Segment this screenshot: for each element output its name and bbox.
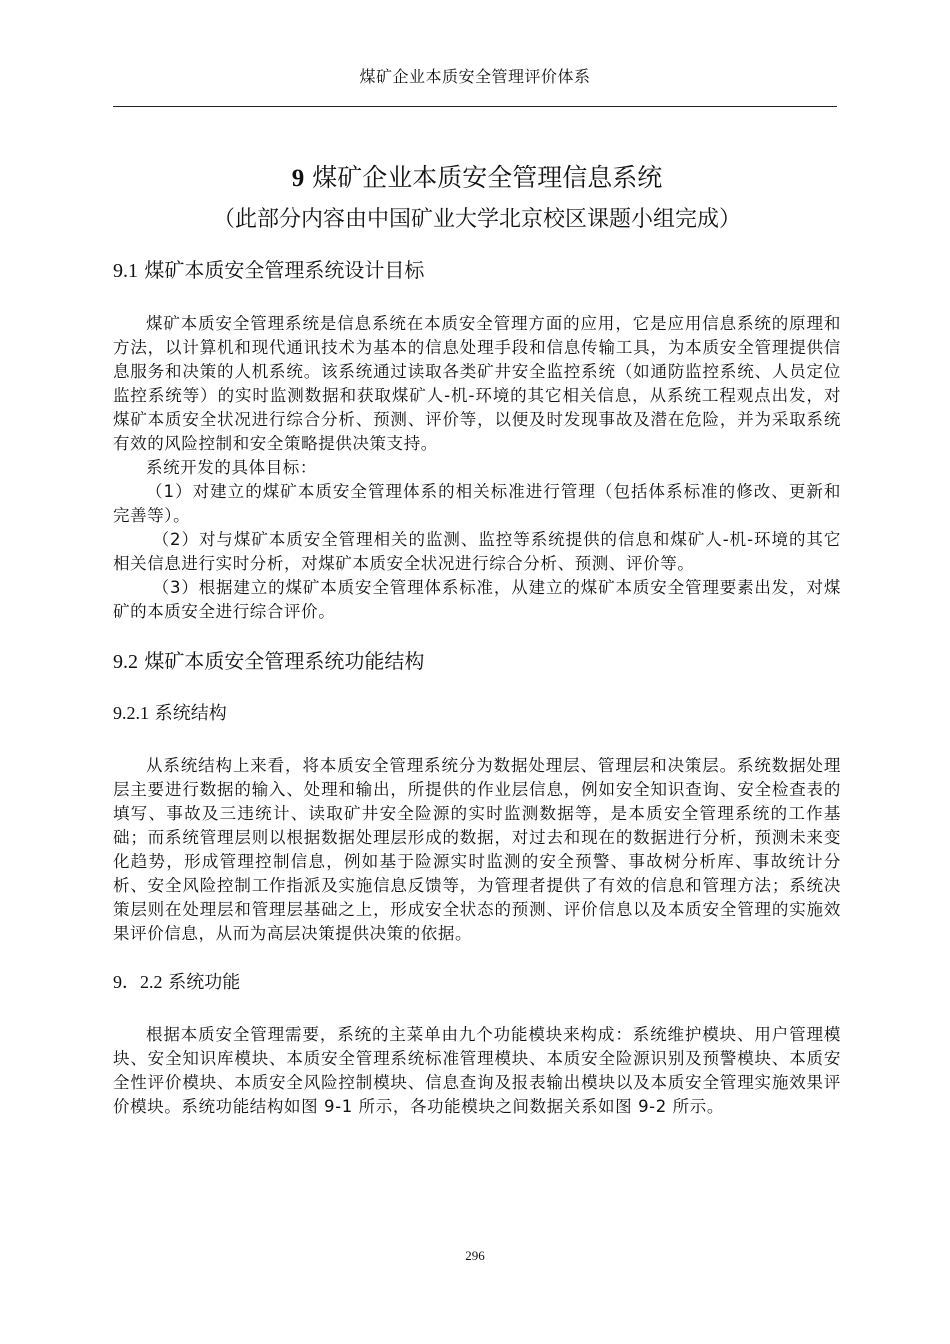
section-number: 9．2.2 (113, 972, 163, 992)
section-heading-9-1 (113, 255, 841, 286)
list-item: （2）对与煤矿本质安全管理相关的监测、监控等系统提供的信息和煤矿人-机-环境的其它相关信息进行实时分析，对煤矿本质安全状况进行综合分析、预测、评价等。 (113, 530, 841, 573)
section-number: 9.2.1 (113, 703, 149, 723)
running-header: 煤矿企业本质安全管理评价体系 (359, 67, 591, 86)
header-rule (113, 106, 837, 107)
page-number: 296 (465, 1248, 485, 1263)
chapter-title-text: 煤矿企业本质安全管理信息系统 (312, 163, 663, 192)
chapter-title (113, 160, 841, 197)
list-item: （3）根据建立的煤矿本质安全管理体系标准，从建立的煤矿本质安全管理要素出发，对煤矿的本质安全进行综合评价。 (113, 578, 841, 621)
section-title: 煤矿本质安全管理系统设计目标 (144, 258, 425, 282)
paragraph: 从系统结构上来看，将本质安全管理系统分为数据处理层、管理层和决策层。系统数据处理层主要进行数据的输入、处理和输出，所提供的作业层信息，例如安全知识查询、安全检查表的填写、事故及三违统计、读取矿井安全险源的实时监测数据等，是本质安全管理系统的工作基础；而系统管理层则以根据数据处理层形成的数据，对过去和现在的数据进行分析，预测未来变化趋势，形成管理控制信息，例如基于险源实时监测的安全预警、事故树分析库、事故统计分析、安全风险控制工作指派及实施信息反馈等，为管理者提供了有效的信息和管理方法；系统决策层则在处理层和管理层基础之上，形成安全状态的预测、评价信息以及本质安全管理的实施效果评价信息，从而为高层决策提供决策的依据。 (113, 756, 841, 943)
paragraph: 根据本质安全管理需要，系统的主菜单由九个功能模块来构成：系统维护模块、用户管理模块、安全知识库模块、本质安全管理系统标准管理模块、本质安全险源识别及预警模块、本质安全性评价模块、本质安全风险控制模块、信息查询及报表输出模块以及本质安全管理实施效果评价模块。系统功能结构如图 9-1 所示，各功能模块之间数据关系如图 9-2 所示。 (113, 1025, 841, 1116)
page-content (113, 146, 841, 1119)
chapter-number: 9 (291, 165, 305, 192)
section-title: 煤矿本质安全管理系统功能结构 (144, 649, 425, 673)
section-heading-9-2 (113, 646, 841, 677)
paragraph: 煤矿本质安全管理系统是信息系统在本质安全管理方面的应用，它是应用信息系统的原理和方法，以计算机和现代通讯技术为基本的信息处理手段和信息传输工具，为本质安全管理提供信息服务和决策的人机系统。该系统通过读取各类矿井安全监控系统（如通防监控系统、人员定位监控系统等）的实时监测数据和获取煤矿人-机-环境的其它相关信息，从系统工程观点出发，对煤矿本质安全状况进行综合分析、预测、评价等，以便及时发现事故及潜在危险，并为采取系统有效的风险控制和安全策略提供决策支持。 (113, 314, 841, 453)
section-title: 系统结构 (154, 703, 227, 724)
section-number: 9.1 (113, 260, 138, 282)
section-heading-9-2-1 (113, 699, 841, 728)
section-heading-9-2-2 (113, 968, 841, 997)
section-title: 系统功能 (168, 972, 241, 993)
paragraph: 系统开发的具体目标： (146, 458, 317, 477)
section-number: 9.2 (113, 651, 138, 673)
list-item: （1）对建立的煤矿本质安全管理体系的相关标准进行管理（包括体系标准的修改、更新和完善等）。 (113, 482, 841, 525)
chapter-subtitle: （此部分内容由中国矿业大学北京校区课题小组完成） (212, 207, 741, 232)
